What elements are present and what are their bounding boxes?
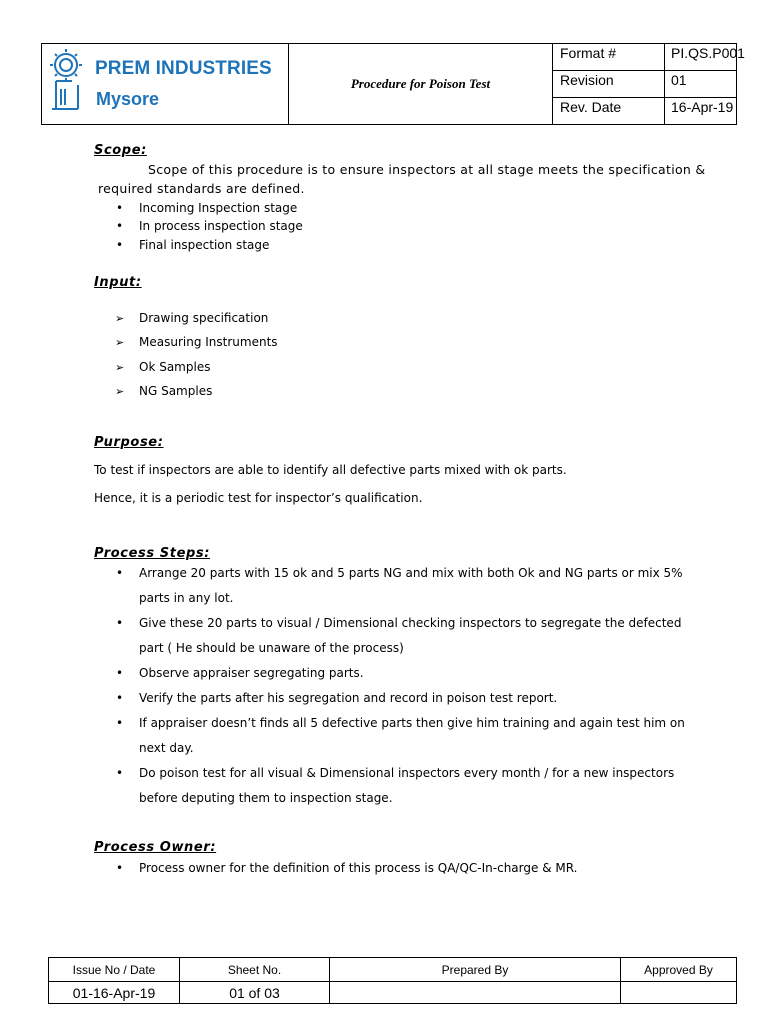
process-owner-line: Process owner for the definition of this process is QA/QC-In-charge & MR. [139,861,578,875]
process-step-line: before deputing them to inspection stage. [139,791,393,805]
meta-value: PI.QS.P001 [671,45,745,61]
input-heading: Input: [94,275,142,290]
process-step-line: Give these 20 parts to visual / Dimensional checking inspectors to segregate the defected [139,616,682,630]
bullet-icon: • [116,666,124,680]
meta-key: Rev. Date [553,98,665,124]
input-item: NG Samples [139,384,213,398]
process-step-line: part ( He should be unaware of the process) [139,641,404,655]
meta-value: 01 [671,72,687,88]
document-title: Procedure for Poison Test [350,76,491,91]
footer-header-approved: Approved By [621,958,736,982]
scope-text-line: required standards are defined. [98,181,305,196]
meta-row-rev-date [553,98,736,124]
scope-text-line: Scope of this procedure is to ensure inspectors at all stage meets the specification & [148,162,706,177]
process-step-line: Arrange 20 parts with 15 ok and 5 parts NG and mix with both Ok and NG parts or mix 5% [139,566,683,580]
document-title-cell [289,44,553,124]
process-step-line: next day. [139,741,194,755]
bullet-icon: • [116,201,124,215]
process-step-line: Verify the parts after his segregation and record in poison test report. [139,691,558,705]
process-steps-heading: Process Steps: [94,546,211,561]
document-header-table [41,43,745,125]
input-item: Measuring Instruments [139,335,278,349]
purpose-text-line: To test if inspectors are able to identify all defective parts mixed with ok parts. [94,463,567,477]
footer-value-approved [621,982,736,1003]
arrow-bullet-icon: ➢ [115,385,125,398]
document-footer-table [48,957,737,1004]
company-logo-cell [42,44,289,124]
input-item: Ok Samples [139,360,211,374]
bullet-icon: • [116,766,124,780]
arrow-bullet-icon: ➢ [115,336,125,349]
scope-item: In process inspection stage [139,219,303,233]
bullet-icon: • [116,616,124,630]
bullet-icon: • [116,566,124,580]
company-name: PREM INDUSTRIES [95,58,272,79]
bullet-icon: • [116,238,124,252]
process-step-line: Do poison test for all visual & Dimensional inspectors every month / for a new inspectors [139,766,675,780]
bullet-icon: • [116,691,124,705]
process-step-line: Observe appraiser segregating parts. [139,666,364,680]
input-item: Drawing specification [139,311,269,325]
arrow-bullet-icon: ➢ [115,361,125,374]
meta-row-revision [553,71,736,98]
footer-value-issue: 01-16-Apr-19 [49,982,180,1003]
footer-header-sheet: Sheet No. [180,958,330,982]
footer-header-prepared: Prepared By [330,958,621,982]
meta-key: Format # [553,44,665,70]
meta-row-format [553,44,745,71]
bullet-icon: • [116,861,124,875]
footer-value-sheet: 01 of 03 [180,982,330,1003]
company-logo-icon [48,49,84,113]
scope-item: Final inspection stage [139,238,270,252]
process-step-line: parts in any lot. [139,591,234,605]
bullet-icon: • [116,219,124,233]
company-city: Mysore [96,89,160,109]
arrow-bullet-icon: ➢ [115,312,125,325]
footer-header-issue: Issue No / Date [49,958,180,982]
purpose-heading: Purpose: [94,435,164,450]
scope-item: Incoming Inspection stage [139,201,298,215]
footer-value-prepared [330,982,621,1003]
process-step-line: If appraiser doesn’t finds all 5 defective parts then give him training and again test him on [139,716,685,730]
purpose-text-line: Hence, it is a periodic test for inspector’s qualification. [94,491,423,505]
process-owner-heading: Process Owner: [94,840,217,855]
scope-heading: Scope: [94,143,147,158]
meta-key: Revision [553,71,665,97]
meta-value: 16-Apr-19 [671,99,734,115]
bullet-icon: • [116,716,124,730]
